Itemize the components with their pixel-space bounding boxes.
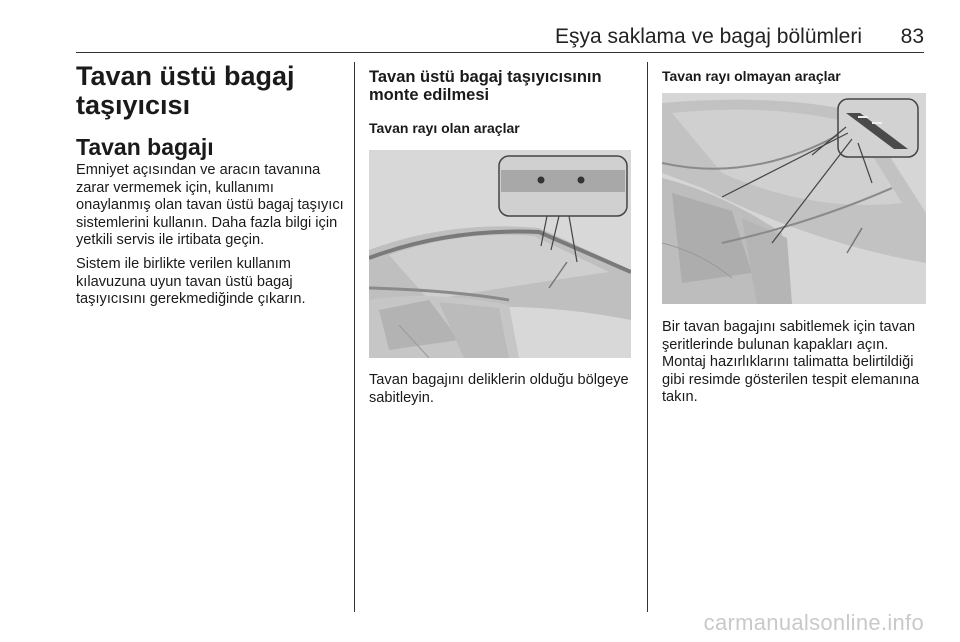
column-divider-2 xyxy=(647,62,648,612)
paragraph-safety: Emniyet açısından ve aracın tavanına zarar vermemek için, kullanımı onaylanmış olan tavan üstü bagaj taşıyıcı sistemlerini kullanın. Daha fazla bilgi için yetkili servis ile irtibata geçin. xyxy=(76,162,344,249)
subsection-heading: Tavan bagajı xyxy=(76,134,214,160)
caption-text-2: Bir tavan bagajını sabitlemek için tavan şeritlerinde bulunan kapakları açın. Montaj hazırlıklarını talimatta belirtildiği gibi resimde gösterilen tespit elemanına takın. xyxy=(662,319,920,406)
page-header xyxy=(76,22,924,53)
roof-rail-car-illustration xyxy=(369,150,631,358)
no-rail-car-illustration xyxy=(662,93,926,304)
column-1 xyxy=(76,62,344,315)
column-2 xyxy=(369,62,631,137)
paragraph-manual: Sistem ile birlikte verilen kullanım kılavuzuna uyun tavan üstü bagaj taşıyıcısını gerekmediğinde çıkarın. xyxy=(76,255,306,308)
install-heading: Tavan üstü bagaj taşıyıcısının monte edilmesi xyxy=(369,68,602,104)
caption-text: Tavan bagajını deliklerin olduğu bölgeye sabitleyin. xyxy=(369,372,629,406)
without-rail-heading: Tavan rayı olmayan araçlar xyxy=(662,68,841,84)
page-number: 83 xyxy=(900,25,924,48)
figure-caption xyxy=(369,372,631,413)
section-title: Eşya saklama ve bagaj bölümleri xyxy=(555,25,862,48)
watermark: carmanualsonline.info xyxy=(703,610,924,635)
section-heading: Tavan üstü bagaj taşıyıcısı xyxy=(76,61,295,120)
column-divider-1 xyxy=(354,62,355,612)
column-3 xyxy=(662,62,926,85)
figure-caption-2 xyxy=(662,319,926,413)
with-rail-heading: Tavan rayı olan araçlar xyxy=(369,120,520,136)
